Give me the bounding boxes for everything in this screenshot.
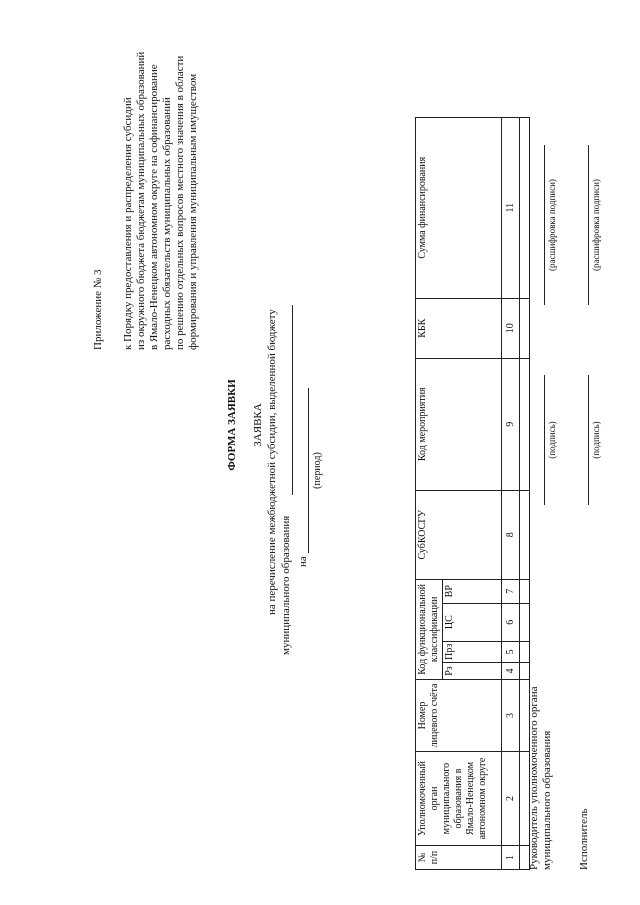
head-signature-line	[544, 375, 545, 505]
header-vr: ВР	[443, 579, 502, 603]
period-blank-line	[308, 388, 309, 553]
table-cell	[520, 358, 530, 490]
header-subkosgu: СубКОСГУ	[416, 490, 502, 579]
column-number: 8	[502, 490, 520, 579]
head-label-line2: муниципального образования	[541, 730, 553, 870]
column-number: 5	[502, 641, 520, 662]
appendix-text	[122, 10, 200, 350]
head-decoding-caption: (расшифровка подписи)	[547, 179, 557, 271]
appendix-line: по решению отдельных вопросов местного значения в области	[174, 55, 186, 350]
header-rz: Рз	[443, 663, 502, 680]
table-cell	[520, 663, 530, 680]
executor-signature-caption: (подпись)	[591, 421, 601, 459]
column-number: 4	[502, 663, 520, 680]
column-number: 2	[502, 752, 520, 846]
table-cell	[520, 641, 530, 662]
municipality-blank-line	[292, 305, 293, 495]
form-title: ФОРМА ЗАЯВКИ	[226, 379, 238, 471]
column-number: 3	[502, 680, 520, 752]
column-number: 1	[502, 846, 520, 870]
appendix-line: к Порядку предоставления и распределения субсидий	[122, 97, 134, 350]
request-line1: на перечисление межбюджетной субсидии, выделенной бюджету	[266, 309, 278, 615]
executor-decoding-line	[588, 145, 589, 305]
head-decoding-line	[544, 145, 545, 305]
table-cell	[520, 579, 530, 603]
request-line2: муниципального образования	[280, 515, 292, 655]
table-cell	[520, 117, 530, 298]
appendix-line: из окружного бюджета бюджетам муниципальных образований	[135, 51, 147, 350]
column-number: 9	[502, 358, 520, 490]
period-caption: (период)	[312, 452, 323, 489]
appendix-title: Приложение № 3	[92, 269, 104, 350]
table-number-row	[502, 117, 520, 869]
appendix-line: в Ямало-Ненецком автономном округе на софинансирование	[148, 64, 160, 350]
header-account: Номер лицевого счёта	[416, 680, 502, 752]
request-table	[415, 117, 530, 870]
column-number: 6	[502, 603, 520, 641]
table-cell	[520, 298, 530, 358]
request-title: ЗАЯВКА	[252, 403, 264, 447]
header-sum: Сумма финансирования	[416, 117, 502, 298]
appendix-line: расходных обязательств муниципальных образований	[161, 97, 173, 350]
column-number: 10	[502, 298, 520, 358]
column-number: 11	[502, 117, 520, 298]
executor-decoding-caption: (расшифровка подписи)	[591, 179, 601, 271]
head-signature-caption: (подпись)	[547, 421, 557, 459]
header-organ: Уполномоченный орган муниципального образования в Ямало-Ненецком автономном округе	[416, 752, 502, 846]
header-func-code: Код функциональной классификации	[416, 579, 443, 679]
executor-label: Исполнитель	[578, 808, 590, 870]
header-prz: Прз	[443, 641, 502, 662]
header-kbk: КБК	[416, 298, 502, 358]
request-line3: на	[297, 556, 309, 567]
header-event-code: Код мероприятия	[416, 358, 502, 490]
header-no: № п/п	[416, 846, 502, 870]
column-number: 7	[502, 579, 520, 603]
appendix-line: формирования и управления муниципальным имуществом	[187, 73, 199, 350]
executor-signature-line	[588, 375, 589, 505]
table-header-row	[416, 117, 443, 869]
table-cell	[520, 490, 530, 579]
head-label-line1: Руководитель уполномоченного органа	[528, 686, 540, 870]
table-cell	[520, 603, 530, 641]
header-cs: ЦС	[443, 603, 502, 641]
